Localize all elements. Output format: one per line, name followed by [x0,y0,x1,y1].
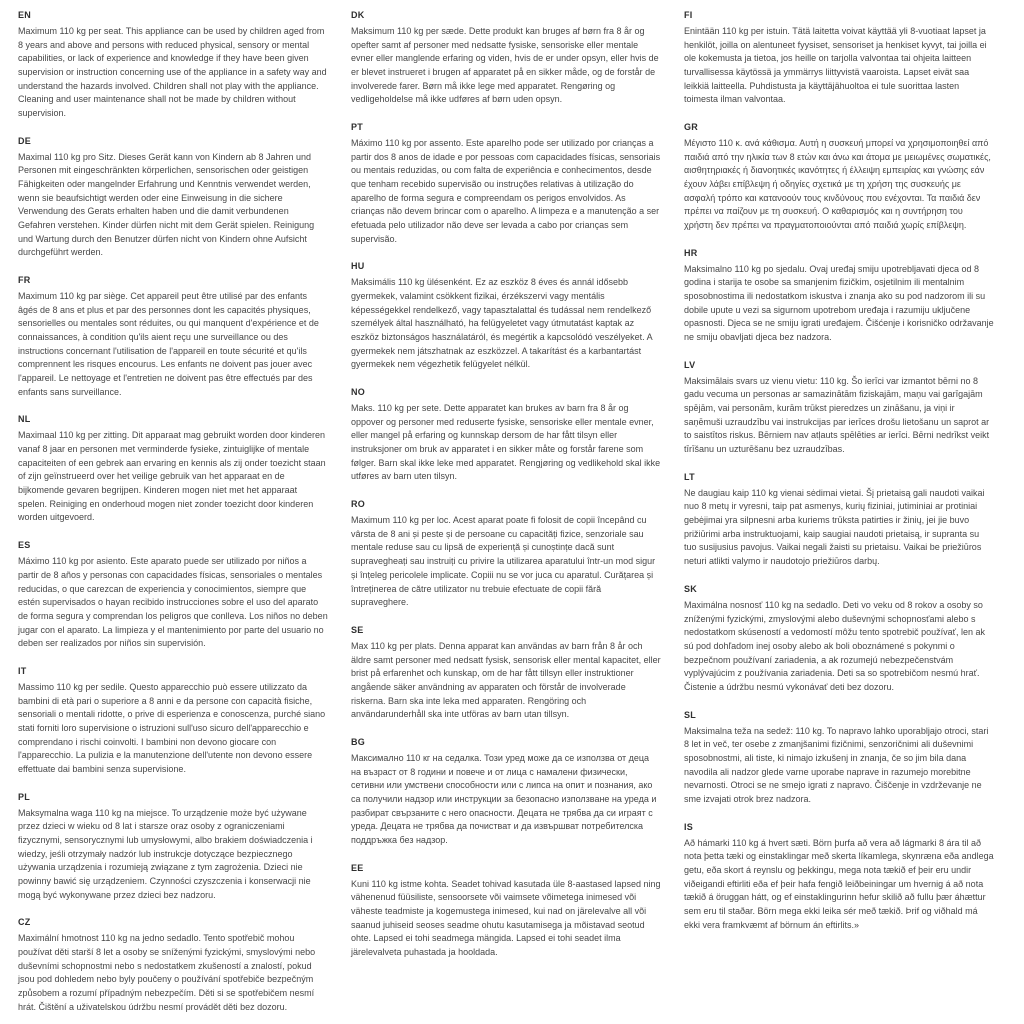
lang-section-pl [18,792,328,903]
language-code: PL [18,791,31,802]
language-code: IT [18,665,27,676]
language-code: SK [684,583,698,594]
lang-section-de [18,136,328,260]
language-code: SE [351,624,364,635]
column-1 [18,10,328,1014]
language-code: PT [351,122,364,133]
language-text: Maximum 110 kg per loc. Acest aparat poate fi folosit de copii începând cu vârsta de 8 ani și peste și de persoane cu capacități fizice, senzoriale sau mentale reduse sau cu lipsă de experiență și cunoștințe dacă sunt supravegheați sau instruiți cu privire la utilizarea aparatului într-un mod sigur și înțeleg pericolele implicate. Copiii nu se vor juca cu aparatul. Curățarea și întreținerea de către utilizator nu trebuie efectuate de copii fără supraveghere. [351,515,656,608]
language-code: LV [684,359,696,370]
language-code: GR [684,122,699,133]
language-code: NO [351,387,366,398]
language-text: Að hámarki 110 kg á hvert sæti. Börn þurfa að vera að lágmarki 8 ára til að nota þetta tæki og einstaklingar með skerta líkamlega, skynræna eða andlega getu, eða skort á reynslu og þekkingu, mega nota tækið ef þeir eru undir viðeigandi eftirliti eða ef þeir hafa fengið leiðbeiningar um hvernig á að nota tækið á öruggan hátt, og ef einstaklingurinn hefur skilið að fullu þær áhættur sem eru til staðar. Börn mega ekki leika sér með tækið. Þrif og viðhald má ekki vera framkvæmt af börnum án eftirlits.» [684,837,994,930]
language-text: Máximo 110 kg por asiento. Este aparato puede ser utilizado por niños a partir de 8 años y personas con capacidades físicas, sensoriales o mentales reducidas, o que carezcan de experiencia y conocimientos, siempre que estén supervisados o hayan recibido instrucciones sobre el uso del aparato de forma segura y comprendan los peligros que conlleva. Los niños no deben jugar con el aparato. La limpieza y el mantenimiento por parte del usuario no deben ser realizados por niños sin supervisión. [18,556,328,649]
lang-section-pt [351,122,661,246]
lang-section-es [18,540,328,651]
language-text: Maksimālais svars uz vienu vietu: 110 kg. Šo ierīci var izmantot bērni no 8 gadu vecuma un personas ar samazinātām fiziskajām, maņu vai garīgajām spējām, vai personām, kurām trūkst pieredzes un zināšanu, ja viņi ir saņēmuši uzraudzību vai instrukcijas par ierīces drošu lietošanu un saprot ar to saistītos riskus. Bērniem nav atļauts spēlēties ar ierīci. Bērni nedrīkst veikt tīrīšanu un uzturēšanu bez uzraudzības. [684,375,990,455]
language-code: DE [18,135,32,146]
language-text: Maks. 110 kg per sete. Dette apparatet kan brukes av barn fra 8 år og oppover og personer med reduserte fysiske, sensoriske eller mentale evner, eller mangel på erfaring og kunnskap dersom de har fått tilsyn eller instruksjoner om bruk av apparatet i en sikker måte og forstår farene som følger. Barn skal ikke leke med apparatet. Rengjøring og vedlikehold skal ikke utføres av barn uten tilsyn. [351,403,661,482]
column-3 [684,10,994,1014]
language-code: FI [684,10,693,20]
language-code: HR [684,247,698,258]
lang-section-lt [684,472,994,569]
language-text: Maximum 110 kg par siège. Cet appareil peut être utilisé par des enfants âgés de 8 ans et plus et par des personnes dont les capacités physiques, sensorielles ou mentales sont réduites, ou qui manquent d'expérience et de connaissances, à condition qu'ils aient reçu une surveillance ou des instructions concernant l'utilisation de l'appareil en toute sécurité et qu'ils comprennent les risques encourus. Les enfants ne doivent pas jouer avec l'appareil. Le nettoyage et l'entretien ne doivent pas être effectués par des enfants sans surveillance. [18,291,319,397]
language-text: Ne daugiau kaip 110 kg vienai sėdimai vietai. Šį prietaisą gali naudoti vaikai nuo 8 metų ir vyresni, taip pat asmenys, kurių fiziniai, jutiminiai ar protiniai gebėjimai yra silpnesni arba kuriems trūksta patirties ir žinių, jei jie buvo prižiūrimi arba instruktuojami, kaip saugiai naudoti prietaisą, ir supranta su tuo susijusius pavojus. Vaikai negali žaisti su prietaisu. Vaikai be priežiūros neturi atlikti valymo ir naudotojo priežiūros darbų. [684,487,985,567]
lang-section-dk [351,10,661,107]
language-code: EN [18,10,32,20]
language-text: Maksimális 110 kg ülésenként. Ez az eszköz 8 éves és annál idősebb gyermekek, valamint csökkent fizikai, érzékszervi vagy mentális képességekkel rendelkező, vagy tapasztalattal és tudással nem rendelkező személyek által használható, ha felügyeletet vagy útmutatást kaptak az eszköz biztonságos használatáról, és megértik a kapcsolódó veszélyeket. A gyermekek nem játszhatnak az eszközzel. A takarítást és a karbantartást gyermekek nem végezhetik felügyelet nélkül. [351,277,653,370]
language-text: Kuni 110 kg istme kohta. Seadet tohivad kasutada üle 8-aastased lapsed ning vähenenud füüsiliste, sensoorsete või vaimsete võimetega inimesed või väheste teadmiste ja kogemustega inimesed, kui nad on järelevalve all või saanud juhiseid seoses seadme ohutu kasutamisega ja mõistavad seotud ohte. Lapsed ei tohi seadmega mängida. Lapsed ei tohi seadet ilma järelevalveta puhastada ja hooldada. [351,878,661,957]
lang-section-nl [18,414,328,525]
language-text: Maximální hmotnost 110 kg na jedno sedadlo. Tento spotřebič mohou používat děti starší 8 let a osoby se sníženými fyzickými, smyslovými nebo duševními schopnostmi nebo s nedostatkem zkušeností a znalostí, pokud jsou pod dohledem nebo byly poučeny o používání spotřebiče bezpečným způsobem a rozumí případným nebezpečím. Děti si se spotřebičem nesmí hrát. Čištění a uživatelskou údržbu nesmí provádět děti bez dozoru. [18,933,316,1012]
lang-section-it [18,666,328,777]
language-text: Максимално 110 кг на седалка. Този уред може да се използва от деца на възраст от 8 години и повече и от лица с намалени физически, сетивни или умствени способности или с липса на опит и познания, ако са получили надзор или инструкции за безопасно използване на уреда и разбират свързаните с него опасности. Децата не трябва да си играят с уреда. Децата не трябва да почистват и да извършват потребителска поддръжка без надзор. [351,752,657,845]
language-text: Maksimalna teža na sedež: 110 kg. To napravo lahko uporabljajo otroci, stari 8 let in več, ter osebe z zmanjšanimi fizičnimi, senzoričnimi ali duševnimi sposobnostmi, ali tiste, ki nimajo izkušenj in znanja, če so jim bila dana navodila ali nadzor glede varne uporabe naprave in razumejo morebitne nevarnosti. Otroci se ne smejo igrati z napravo. Čiščenje in vzdrževanje ne sme izvajati otrok brez nadzora. [684,725,989,804]
lang-section-fi [684,10,994,107]
language-text: Maksimalno 110 kg po sjedalu. Ovaj uređaj smiju upotrebljavati djeca od 8 godina i starija te osobe sa smanjenim fizičkim, osjetilnim ili mentalnim sposobnostima ili nedostatkom iskustva i znanja ako su pod nadzorom ili su dobile upute u vezi sa sigurnom upotrebom uređaja i razumiju uključene opasnosti. Djeca se ne smiju igrati uređajem. Čišćenje i korisničko održavanje ne smiju obavljati djeca bez nadzora. [684,263,994,343]
language-text: Maximaal 110 kg per zitting. Dit apparaat mag gebruikt worden door kinderen vanaf 8 jaar en personen met verminderde fysieke, zintuiglijke of mentale capaciteiten of een gebrek aan ervaring en kennis als zij onder toezicht staan of zijn geïnstrueerd over het veilige gebruik van het apparaat en de bijkomende gevaren begrijpen. Kinderen mogen niet met het apparaat spelen. Reiniging en onderhoud mogen niet zonder toezicht door kinderen worden uitgevoerd. [18,430,326,523]
lang-section-hu [351,261,661,372]
lang-section-lv [684,360,994,457]
language-code: HU [351,261,365,272]
lang-section-en [18,10,328,121]
language-code: NL [18,414,31,425]
lang-section-gr [684,122,994,233]
lang-section-sk [684,584,994,695]
language-text: Max 110 kg per plats. Denna apparat kan användas av barn från 8 år och äldre samt personer med nedsatt fysisk, sensorisk eller mental kapacitet, eller brist på erfarenhet och kunskap, om de har fått tillsyn eller instruktioner angående säker användning av apparaten och förstår de involverade riskerna. Barn ska inte leka med apparaten. Rengöring och användarunderhåll ska inte utföras av barn utan tillsyn. [351,640,661,720]
language-text: Maksimum 110 kg per sæde. Dette produkt kan bruges af børn fra 8 år og opefter samt af personer med nedsatte fysiske, sensoriske eller mentale evner eller manglende erfaring og viden, hvis de er under opsyn, eller hvis de er blevet instrueret i brugen af apparatet på en sikker måde, og de forstår de involverede farer. Børn må ikke lege med apparatet. Rengøring og vedligeholdelse må ikke udføres af børn uden opsyn. [351,26,659,105]
language-text: Enintään 110 kg per istuin. Tätä laitetta voivat käyttää yli 8-vuotiaat lapset ja henkilöt, joilla on alentuneet fyysiset, sensoriset ja henkiset kyvyt, tai joilla ei ole kokemusta ja tietoa, jos heille on tarjolla valvontaa tai ohjeita laitteen turvallisessa käytössä ja ymmärrys liittyvistä vaaroista. Lapset eivät saa leikkiä laitteella. Puhdistusta ja käyttäjähuoltoa ei tule suorittaa lasten toimesta ilman valvontaa. [684,26,987,105]
language-text: Maksymalna waga 110 kg na miejsce. To urządzenie może być używane przez dzieci w wieku od 8 lat i starsze oraz osoby z ograniczeniami fizycznymi, sensorycznymi lub umysłowymi, albo brakiem doświadczenia i wiedzy, jeśli otrzymały nadzór lub instrukcje dotyczące bezpiecznego używania urządzenia i rozumieją związane z tym zagrożenia. Dzieci nie powinny bawić się urządzeniem. Czynności czyszczenia i konserwacji nie mogą być wykonywane przez dzieci bez nadzoru. [18,807,313,900]
language-code: DK [351,10,365,20]
language-text: Massimo 110 kg per sedile. Questo apparecchio può essere utilizzato da bambini di età pari o superiore a 8 anni e da persone con capacità fisiche, sensoriali o mentali ridotte, o prive di esperienza e conoscenza, purché siano stati forniti loro supervisione o istruzioni sull'uso sicuro dell'apparecchio e comprendano i rischi coinvolti. I bambini non devono giocare con l'apparecchio. La pulizia e la manutenzione dell'utente non devono essere effettuate dai bambini senza supervisione. [18,681,326,774]
lang-section-hr [684,248,994,345]
language-code: BG [351,736,366,747]
language-code: ES [18,540,31,551]
lang-section-no [351,387,661,484]
language-code: IS [684,821,694,832]
lang-section-sl [684,710,994,807]
language-text: Μέγιστο 110 κ. ανά κάθισμα. Αυτή η συσκευή μπορεί να χρησιμοποιηθεί από παιδιά από την ηλικία των 8 ετών και άνω και άτομα με μειωμένες σωματικές, αισθητηριακές ή διανοητικές ικανότητες ή έλλειψη εμπειρίας και γνώσης εάν έχουν λάβει επίβλεψη ή οδηγίες σχετικά με τη χρήση της συσκευής με ασφαλή τρόπο και κατανοούν τους κινδύνους που ενέχονται. Τα παιδιά δεν πρέπει να παίζουν με τη συσκευή. Ο καθαρισμός και η συντήρηση του χρήστη δεν πρέπει να πραγματοποιούνται από παιδιά χωρίς επίβλεψη. [684,138,991,231]
column-2 [351,10,661,1014]
language-code: FR [18,275,31,286]
lang-section-se [351,625,661,722]
language-code: RO [351,499,366,510]
language-code: LT [684,471,695,482]
lang-section-ee [351,863,661,960]
language-text: Máximo 110 kg por assento. Este aparelho pode ser utilizado por crianças a partir dos 8 anos de idade e por pessoas com capacidades físicas, sensoriais ou mentais reduzidas, ou com falta de experiência e conhecimentos, desde que tenham recebido supervisão ou instruções relativas à utilização do aparelho de forma segura e compreendam os perigos envolvidos. As crianças não devem brincar com o aparelho. A limpeza e a manutenção a ser efetuada pelo utilizador não deve ser levada a cabo por crianças sem supervisão. [351,138,661,244]
language-text: Maximum 110 kg per seat. This appliance can be used by children aged from 8 years and above and persons with reduced physical, sensory or mental capabilities, or lack of experience and knowledge if they have been given supervision or instruction concerning use of the appliance in a safety way and understand the hazards involved. Children shall not play with the appliance. Cleaning and user maintenance shall not be made by children without supervision. [18,26,327,119]
language-text: Maximal 110 kg pro Sitz. Dieses Gerät kann von Kindern ab 8 Jahren und Personen mit eingeschränkten körperlichen, sensorischen oder geistigen Fähigkeiten oder mangelnder Erfahrung und Kenntnis verwendet werden, wenn sie beaufsichtigt werden oder eine Einweisung in die sichere Verwendung des Gerats erhalten haben und die damit verbundenen Gefahren verstehen. Kinder dürfen nicht mit dem Gerät spielen. Reinigung und Wartung durch den Benutzer dürfen nicht von Kindern ohne Aufsicht durchgeführt werden. [18,151,315,258]
lang-section-cz [18,917,328,1014]
lang-section-ro [351,499,661,610]
language-text: Maximálna nosnosť 110 kg na sedadlo. Deti vo veku od 8 rokov a osoby so zníženými fyzickými, zmyslovými alebo duševnými schopnosťami alebo s nedostatkom skúseností a vedomostí môžu tento spotrebič používať, len ak sú pod dohľadom inej osoby alebo ak boli oboznámené s pokynmi o bezpečnom používaní zariadenia, a ak rozumejú nebezpečenstvám vyplývajúcim z používania zariadenia. Deti sa so spotrebičom nesmú hrať. Čistenie a údržbu nesmú vykonávať deti bez dozoru. [684,599,986,692]
lang-section-bg [351,737,661,848]
lang-section-is [684,822,994,933]
language-code: CZ [18,917,31,928]
language-code: EE [351,862,364,873]
lang-section-fr [18,275,328,399]
language-code: SL [684,709,697,720]
